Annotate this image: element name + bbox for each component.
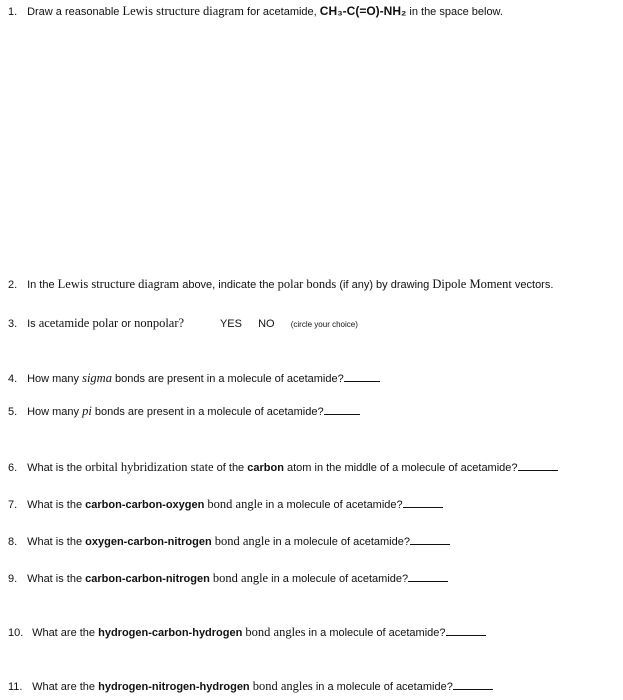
question-8: 8. What is the oxygen-carbon-nitrogen bond angle in a molecule of acetamide? [8, 534, 450, 549]
answer-blank[interactable] [403, 497, 443, 508]
yes-choice[interactable]: YES [219, 318, 242, 330]
answer-blank[interactable] [453, 679, 493, 690]
question-number: 1. [8, 6, 18, 18]
answer-blank[interactable] [408, 571, 448, 582]
answer-blank[interactable] [344, 371, 380, 382]
question-10: 10. What are the hydrogen-carbon-hydrogen bond angles in a molecule of acetamide? [8, 625, 486, 640]
acetamide-formula: CH₃-C(=O)-NH₂ [319, 4, 407, 18]
choice-note: (circle your choice) [290, 320, 358, 329]
question-11: 11. What are the hydrogen-nitrogen-hydrogen bond angles in a molecule of acetamide? [8, 679, 493, 694]
question-5: 5. How many pi bonds are present in a molecule of acetamide? [8, 404, 360, 419]
question-9: 9. What is the carbon-carbon-nitrogen bond angle in a molecule of acetamide? [8, 571, 448, 586]
answer-blank[interactable] [518, 460, 558, 471]
question-1: 1. Draw a reasonable Lewis structure diagram for acetamide, CH₃-C(=O)-NH₂ in the space below. [8, 4, 503, 18]
answer-blank[interactable] [410, 534, 450, 545]
question-3: 3. Is acetamide polar or nonpolar? YES NO (circle your choice) [8, 316, 358, 330]
no-choice[interactable]: NO [258, 318, 275, 330]
question-4: 4. How many sigma bonds are present in a molecule of acetamide? [8, 371, 380, 386]
question-2: 2. In the Lewis structure diagram above, indicate the polar bonds (if any) by drawing Dipole Moment vectors. [8, 277, 554, 291]
question-7: 7. What is the carbon-carbon-oxygen bond angle in a molecule of acetamide? [8, 497, 443, 512]
answer-blank[interactable] [446, 625, 486, 636]
question-6: 6. What is the orbital hybridization state of the carbon atom in the middle of a molecule of acetamide? [8, 460, 558, 475]
drawing-space[interactable] [8, 22, 613, 272]
answer-blank[interactable] [324, 404, 360, 415]
